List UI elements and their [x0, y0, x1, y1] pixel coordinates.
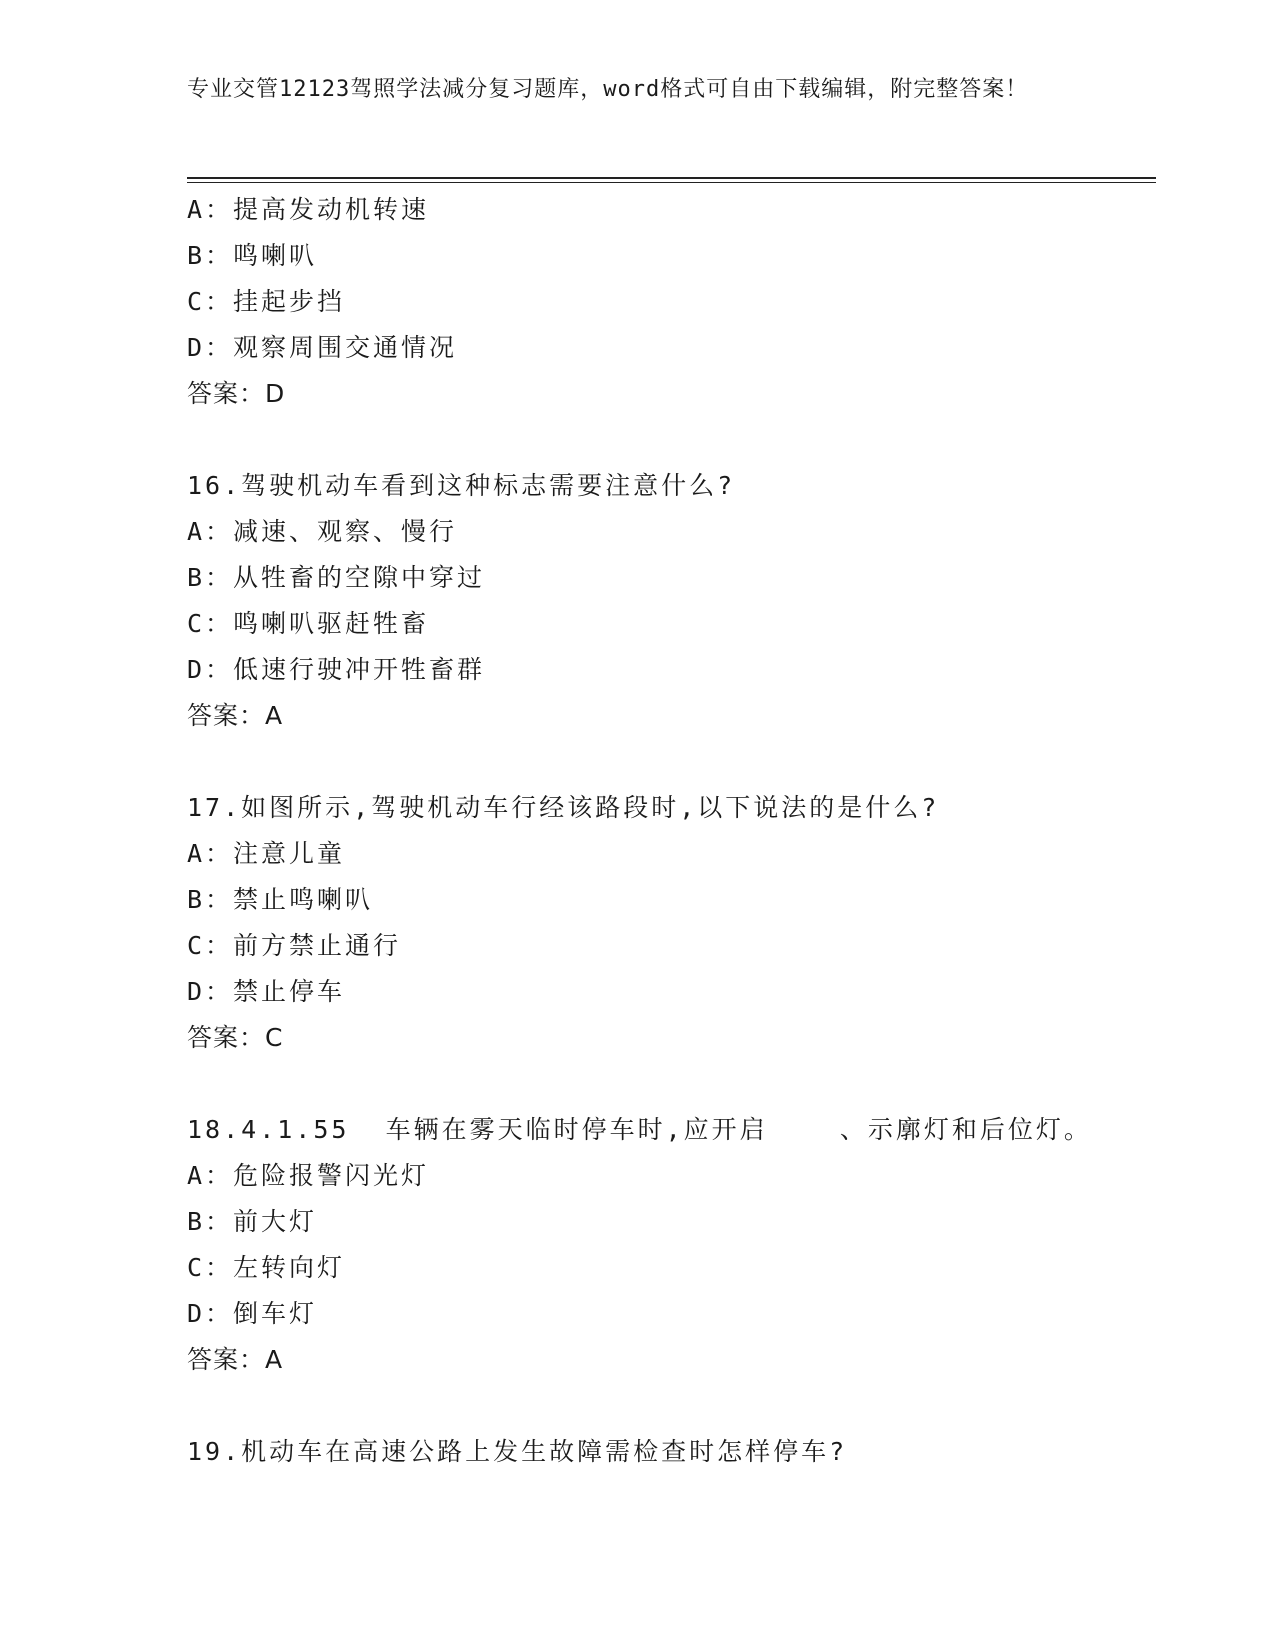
header-divider-thin — [187, 182, 1156, 183]
option-c: C：前方禁止通行 — [187, 931, 402, 960]
option-a: A：注意儿童 — [187, 839, 346, 868]
question-block — [187, 463, 1147, 739]
option-a: A：提高发动机转速 — [187, 195, 430, 224]
question-block — [187, 187, 1147, 417]
option-b: B：从牲畜的空隙中穿过 — [187, 563, 486, 592]
option-c: C：挂起步挡 — [187, 287, 346, 316]
option-a: A：减速、观察、慢行 — [187, 517, 458, 546]
question-block — [187, 785, 1147, 1061]
header-divider-thick — [187, 177, 1156, 179]
question-text: 18.4.1.55 车辆在雾天临时停车时,应开启 、示廓灯和后位灯。 — [187, 1115, 1092, 1144]
question-list — [187, 187, 1147, 1475]
option-b: B：禁止鸣喇叭 — [187, 885, 374, 914]
answer-line: 答案：A — [187, 701, 284, 730]
question-text: 17.如图所示,驾驶机动车行经该路段时,以下说法的是什么? — [187, 793, 940, 822]
option-b: B：鸣喇叭 — [187, 241, 318, 270]
option-b: B：前大灯 — [187, 1207, 318, 1236]
option-d: D：禁止停车 — [187, 977, 346, 1006]
question-block — [187, 1107, 1147, 1383]
question-text: 16.驾驶机动车看到这种标志需要注意什么? — [187, 471, 736, 500]
option-c: C：鸣喇叭驱赶牲畜 — [187, 609, 430, 638]
document-header: 专业交管12123驾照学法减分复习题库，word格式可自由下载编辑，附完整答案！ — [187, 77, 1029, 102]
option-d: D：倒车灯 — [187, 1299, 318, 1328]
answer-line: 答案：A — [187, 1345, 284, 1374]
question-text: 19.机动车在高速公路上发生故障需检查时怎样停车? — [187, 1437, 848, 1466]
answer-line: 答案：D — [187, 379, 286, 408]
question-block — [187, 1429, 1147, 1475]
option-d: D：观察周围交通情况 — [187, 333, 458, 362]
option-d: D：低速行驶冲开牲畜群 — [187, 655, 486, 684]
answer-line: 答案：C — [187, 1023, 284, 1052]
option-c: C：左转向灯 — [187, 1253, 346, 1282]
option-a: A：危险报警闪光灯 — [187, 1161, 430, 1190]
